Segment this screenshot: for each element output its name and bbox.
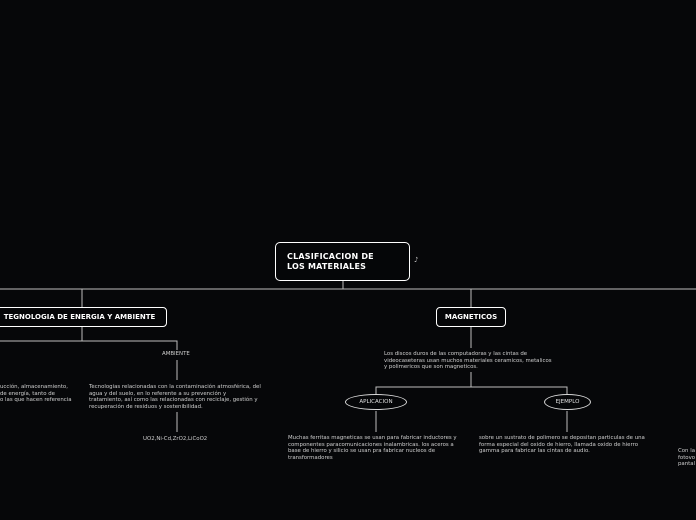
formula-node[interactable]: UO2,Ni-Cd,ZrO2,LiCoO2 [143,436,208,442]
aplicacion-line2: componentes paracomunicaciones inalambricas. los aceros a [288,441,454,448]
energy-node[interactable]: TEGNOLOGIA DE ENERGIA Y AMBIENTE [0,307,167,327]
energy-left-line3: o las que hacen referencia [0,397,72,404]
root-title-line2: LOS MATERIALES [287,262,367,271]
right-edge-text[interactable] [678,448,696,468]
energy-left-line1: ucción, almacenamiento, [0,384,68,390]
right-edge-line1: Con la [678,448,695,454]
energy-left-text[interactable] [0,384,80,404]
magnetic-intro-line2: videocaseteras usan muchos materiales ceramicos, metalicos [384,357,552,364]
magnetic-intro-line1: Los discos duros de las computadoras y las cintas de [384,351,528,357]
connector-intro-split [376,372,567,394]
ambiente-line4: recuperación de residuos y sostenibilidad. [89,403,203,410]
aplicacion-node[interactable]: APLICACION [345,394,407,410]
magnetic-node[interactable]: MAGNETICOS [436,307,506,327]
connector-energy-down [82,327,177,350]
root-title-line1: CLASIFICACION DE [287,252,374,261]
ejemplo-line3: gamma para fabricar las cintas de audio. [479,448,590,455]
right-edge-line3: pantal [678,461,696,468]
ambiente-line1: Tecnologias relacionadas con la contaminación atmosférica, del [89,384,261,390]
ejemplo-text[interactable] [479,435,659,455]
aplicacion-line1: Muchas ferritas magneticas se usan para fabricar inductores y [288,435,457,441]
ambiente-node[interactable]: AMBIENTE [162,351,190,357]
energy-left-line2: de energía, tanto de [0,390,55,397]
ambiente-text[interactable] [89,384,269,410]
ejemplo-node[interactable]: EJEMPLO [544,394,591,410]
magnetic-intro[interactable] [384,351,564,371]
ejemplo-line2: forma especial del oxido de hierro, llamada oxido de hierro [479,441,638,448]
root-node[interactable] [275,242,410,281]
ejemplo-line1: sobre un sustrato de polimero se depositan particulas de una [479,435,645,441]
aplicacion-line3: base de hierro y silicio se usan pra fabricar nucleos de [288,448,436,455]
note-icon[interactable]: ♪ [414,256,419,264]
ambiente-line3: tratamiento, así como las relacionadas con reciclaje, gestión y [89,397,258,404]
ambiente-line2: agua y del suelo, en lo referente a su prevención y [89,390,227,397]
right-edge-line2: fotovo [678,454,696,461]
aplicacion-line4: transformadores [288,454,333,461]
aplicacion-text[interactable] [288,435,468,461]
magnetic-intro-line3: y polimericos que son magneticos. [384,364,478,371]
